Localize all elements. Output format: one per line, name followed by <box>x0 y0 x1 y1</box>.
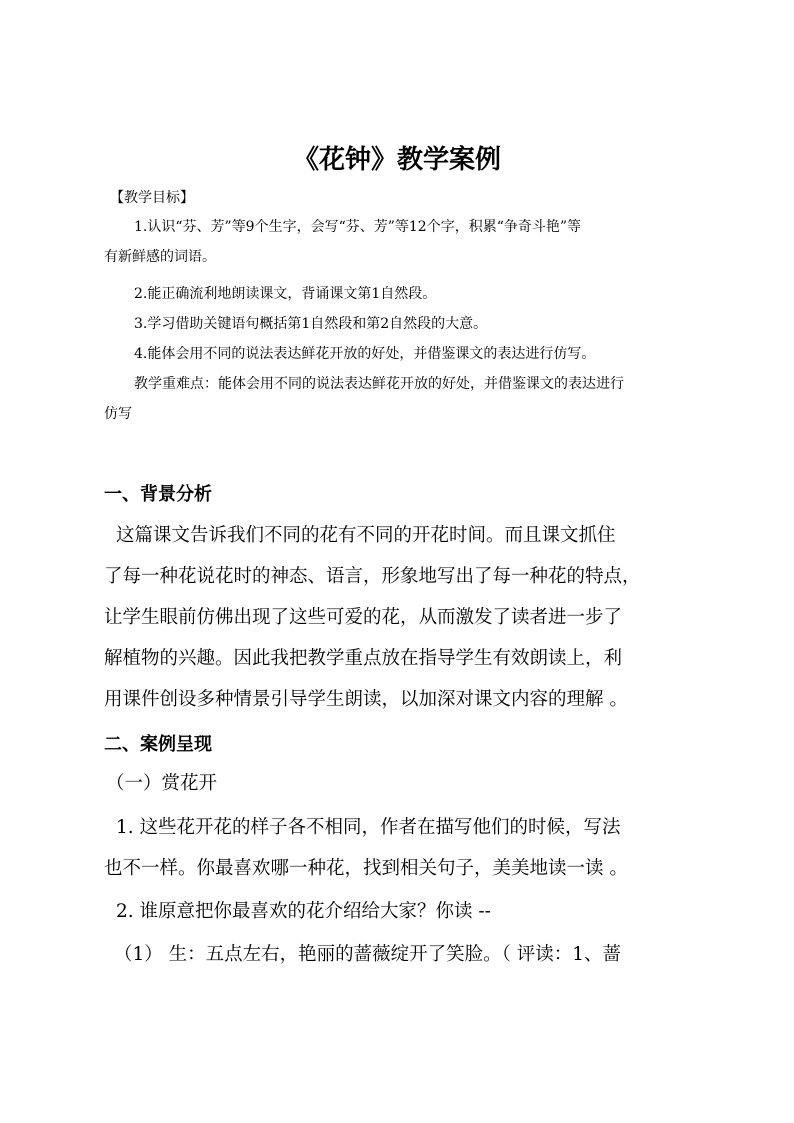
background-paragraph-line: 用课件创设多种情景引导学生朗读，以加深对课文内容的理解 。 <box>104 689 628 710</box>
document-title: 《花钟》教学案例 <box>292 145 501 175</box>
objective-item-1-line-1: 1.认识“芬、芳”等9个生字，会写“芬、芳”等12个字，积累“争奇斗艳”等 <box>134 219 582 235</box>
objectives-heading: 【教学目标】 <box>110 190 194 206</box>
section-heading-background: 一、背景分析 <box>104 484 212 505</box>
objective-item-3: 3.学习借助关键语句概括第1自然段和第2自然段的大意。 <box>134 316 488 332</box>
background-paragraph-line: 让学生眼前仿佛出现了这些可爱的花，从而激发了读者进一步了 <box>104 607 623 628</box>
case-paragraph-3: （1） 生：五点左右，艳丽的蔷薇绽开了笑脸。（ 评读：1、蔷 <box>114 944 622 965</box>
case-paragraph-2: 2. 谁原意把你最喜欢的花介绍给大家？你读 -- <box>116 901 491 922</box>
objective-item-1-line-2: 有新鲜感的词语。 <box>104 249 216 265</box>
objective-item-4: 4.能体会用不同的说法表达鲜花开放的好处，并借鉴课文的表达进行仿写。 <box>134 346 596 362</box>
case-paragraph-1-line-1: 1. 这些花开花的样子各不相同，作者在描写他们的时候，写法 <box>116 817 621 838</box>
key-difficulty-line-2: 仿写 <box>104 406 132 422</box>
background-paragraph-line: 了每一种花说花时的神态、语言，形象地写出了每一种花的特点， <box>104 566 641 587</box>
section-heading-case: 二、案例呈现 <box>104 734 212 755</box>
background-paragraph-line: 这篇课文告诉我们不同的花有不同的开花时间。而且课文抓住 <box>116 525 616 546</box>
key-difficulty-line-1: 教学重难点：能体会用不同的说法表达鲜花开放的好处，并借鉴课文的表达进行 <box>134 376 624 392</box>
case-paragraph-1-line-2: 也不一样。你最喜欢哪一种花，找到相关句子，美美地读一读 。 <box>104 858 628 879</box>
subsection-heading: （一）赏花开 <box>106 773 218 794</box>
background-paragraph-line: 解植物的兴趣。因此我把教学重点放在指导学生有效朗读上，利 <box>104 648 623 669</box>
objective-item-2: 2.能正确流利地朗读课文，背诵课文第1自然段。 <box>134 286 437 302</box>
